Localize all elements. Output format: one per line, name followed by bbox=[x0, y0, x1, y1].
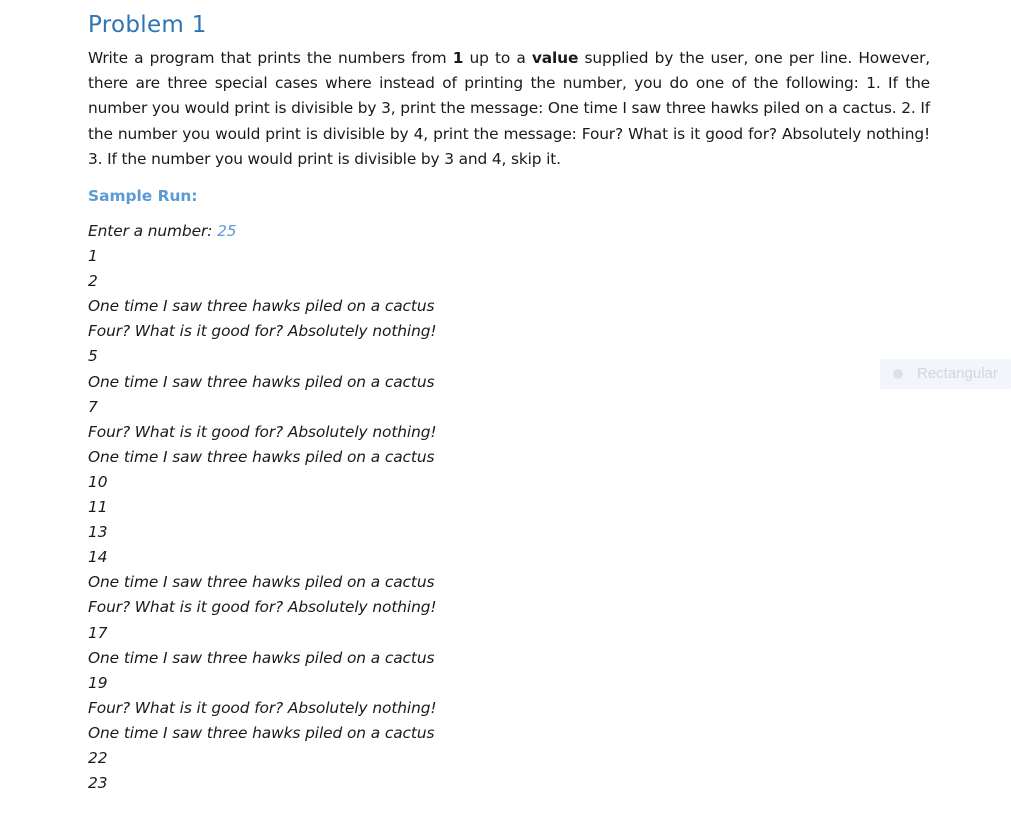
output-line: 23 bbox=[88, 774, 108, 793]
rectangular-selection-badge[interactable] bbox=[880, 359, 1011, 389]
output-line: 7 bbox=[88, 397, 98, 416]
description-text-1: Write a program that prints the numbers from bbox=[88, 49, 453, 67]
output-line: Four? What is it good for? Absolutely nothing! bbox=[88, 422, 437, 441]
output-line: One time I saw three hawks piled on a cactus bbox=[88, 723, 435, 742]
badge-label: Rectangular bbox=[917, 365, 998, 382]
output-line: 2 bbox=[88, 272, 98, 291]
output-line: One time I saw three hawks piled on a cactus bbox=[88, 648, 435, 667]
output-line: Four? What is it good for? Absolutely nothing! bbox=[88, 322, 437, 341]
output-line: 14 bbox=[88, 548, 108, 567]
document-page bbox=[88, 10, 930, 796]
output-line: 22 bbox=[88, 748, 108, 767]
output-line: One time I saw three hawks piled on a cactus bbox=[88, 447, 435, 466]
output-line: 19 bbox=[88, 673, 108, 692]
description-text-3: supplied by the user, one per line. However, there are three special cases where instead of printing the number, you do one of the following: 1. If the number you would print is divisible by 3, print the message: One time I saw three hawks piled on a cactus. 2. If the number you would print is divisible by 4, print the message: Four? What is it good for? Absolutely nothing! 3. If the number you would print is divisible by 3 and 4, skip it. bbox=[88, 49, 930, 168]
output-line: One time I saw three hawks piled on a cactus bbox=[88, 372, 435, 391]
output-line: 17 bbox=[88, 623, 108, 642]
prompt-line bbox=[88, 219, 930, 244]
description-bold-1: 1 bbox=[452, 49, 464, 67]
output-line: 11 bbox=[88, 498, 108, 517]
sample-output bbox=[88, 219, 930, 796]
sample-run-label: Sample Run: bbox=[88, 187, 198, 206]
description-bold-value: value bbox=[531, 49, 579, 67]
bullet-dot-icon bbox=[893, 369, 903, 379]
output-line: 13 bbox=[88, 523, 108, 542]
output-line: 1 bbox=[88, 247, 98, 266]
input-value: 25 bbox=[217, 222, 237, 241]
output-line: 5 bbox=[88, 347, 98, 366]
description-text-2: up to a bbox=[463, 49, 532, 67]
output-line: One time I saw three hawks piled on a cactus bbox=[88, 573, 435, 592]
output-lines bbox=[88, 244, 930, 796]
prompt-text: Enter a number: bbox=[88, 222, 218, 241]
output-line: Four? What is it good for? Absolutely nothing! bbox=[88, 598, 437, 617]
problem-description bbox=[88, 46, 930, 172]
output-line: Four? What is it good for? Absolutely nothing! bbox=[88, 698, 437, 717]
output-line: 10 bbox=[88, 472, 108, 491]
problem-heading: Problem 1 bbox=[88, 12, 207, 38]
output-line: One time I saw three hawks piled on a cactus bbox=[88, 297, 435, 316]
